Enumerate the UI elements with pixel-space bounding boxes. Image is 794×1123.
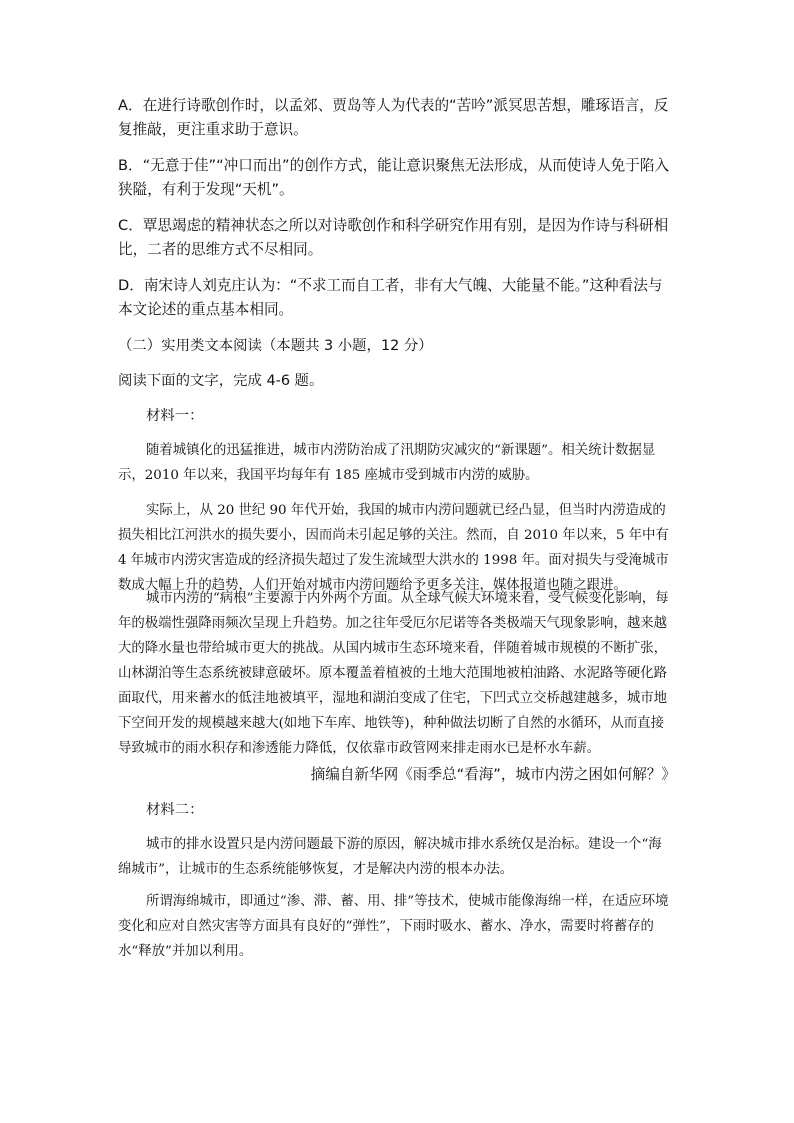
material-1-paragraph-2: 实际上，从 20 世纪 90 年代开始，我国的城市内涝问题就已经凸显，但当时内涝造成的损失相比江河洪水的损失要小，因而尚未引起足够的关注。然而，自 2010 年以来，5 年中有 4 年城市内涝灾害造成的经济损失超过了发生流域型大洪水的 1998 年。面对损失与受淹城市数成大幅上升的趋势，人们开始对城市内涝问题给予更多关注，媒体报道也随之跟进。 [118, 503, 669, 593]
material-1-paragraph-3: 城市内涝的“病根”主要源于内外两个方面。从全球气候大环境来看，受气候变化影响，每年的极端性强降雨频次呈现上升趋势。加之往年受厄尔尼诺等各类极端天气现象影响，越来越大的降水量也带给城市更大的挑战。从国内城市生态环境来看，伴随着城市规模的不断扩张，山林湖泊等生态系统被肆意破坏。原本覆盖着植被的土地大范围地被柏油路、水泥路等硬化路面取代，用来蓄水的低洼地被填平，湿地和湖泊变成了住宅，下凹式立交桥越建越多，城市地下空间开发的规模越来越大(如地下车库、地铁等)，种种做法切断了自然的水循环，从而直接导致城市的雨水积存和渗透能力降低，仅依靠市政管网来排走雨水已是杯水车薪。 [118, 591, 669, 756]
section-title: （二）实用类文本阅读（本题共 3 小题，12 分） [118, 338, 433, 354]
material-2-paragraph-2: 所谓海绵城市，即通过“渗、滞、蓄、用、排”等技术，使城市能像海绵一样，在适应环境变化和应对自然灾害等方面具有良好的“弹性”，下雨时吸水、蓄水、净水，需要时将蓄存的水“释放”并加以利用。 [118, 894, 669, 959]
option-b: B．“无意于佳”“冲口而出”的创作方式，能让意识聚焦无法形成，从而使诗人免于陷入狭隘，有利于发现“天机”。 [118, 157, 670, 198]
option-a: A．在进行诗歌创作时，以孟郊、贾岛等人为代表的“苦吟”派冥思苦想，雕琢语言，反复推敲，更注重求助于意识。 [118, 97, 669, 138]
material-1-paragraph-1: 随着城镇化的迅猛推进，城市内涝防治成了汛期防灾减灾的“新课题”。相关统计数据显示，2010 年以来，我国平均每年有 185 座城市受到城市内涝的威胁。 [118, 443, 656, 483]
material-2-label: 材料二： [146, 802, 204, 818]
material-1-label: 材料一： [146, 408, 204, 424]
instruction: 阅读下面的文字，完成 4-6 题。 [118, 373, 324, 389]
material-1-source: 摘编自新华网《雨季总“看海”，城市内涝之困如何解？》 [310, 766, 676, 783]
material-2-paragraph-1: 城市的排水设置只是内涝问题最下游的原因，解决城市排水系统仅是治标。建设一个“海绵城市”，让城市的生态系统能够恢复，才是解决内涝的根本办法。 [118, 837, 662, 877]
option-d: D．南宋诗人刘克庄认为：“不求工而自工者，非有大气魄、大能量不能。”这种看法与本文论述的重点基本相同。 [118, 277, 663, 318]
option-c: C．覃思竭虑的精神状态之所以对诗歌创作和科学研究作用有别，是因为作诗与科研相比，二者的思维方式不尽相同。 [118, 217, 669, 258]
